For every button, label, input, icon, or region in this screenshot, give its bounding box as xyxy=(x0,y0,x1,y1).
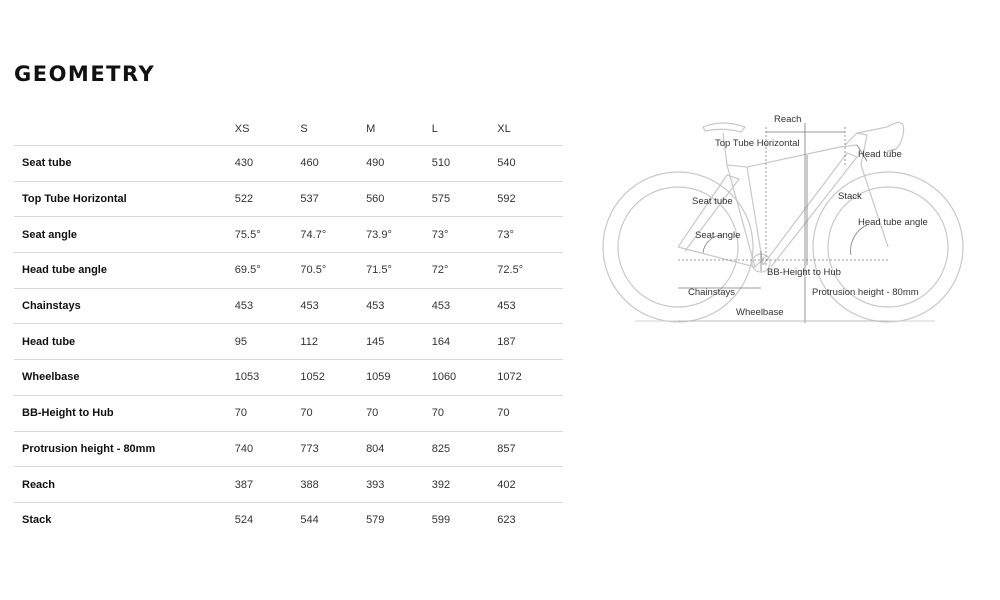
size-value-cell: 490 xyxy=(366,146,432,182)
diagram-label-top-tube: Top Tube Horizontal xyxy=(715,138,800,149)
size-value-cell: 145 xyxy=(366,324,432,360)
table-row xyxy=(14,288,563,324)
size-value-cell: 537 xyxy=(300,181,366,217)
size-value-cell: 69.5° xyxy=(235,253,301,289)
size-header: M xyxy=(366,122,376,135)
geometry-table xyxy=(14,112,563,538)
page-title: GEOMETRY xyxy=(14,62,156,86)
size-value-cell: 453 xyxy=(366,288,432,324)
size-value-cell: 522 xyxy=(235,181,301,217)
saddle-shape xyxy=(703,123,745,132)
diagram-label-head-tube: Head tube xyxy=(858,149,902,160)
row-label: Head tube xyxy=(14,324,235,360)
size-value-cell: 579 xyxy=(366,502,432,537)
seat-tube-shape xyxy=(727,165,763,267)
size-value-cell: 73° xyxy=(497,217,563,253)
size-header: S xyxy=(300,122,308,135)
handlebar-shape xyxy=(887,123,904,152)
size-value-cell: 73° xyxy=(432,217,498,253)
table-row xyxy=(14,431,563,467)
size-value-cell: 857 xyxy=(497,431,563,467)
size-header: XL xyxy=(497,122,511,135)
size-value-cell: 72.5° xyxy=(497,253,563,289)
size-value-cell: 70 xyxy=(497,395,563,431)
table-row xyxy=(14,395,563,431)
table-row xyxy=(14,467,563,503)
diagram-label-reach: Reach xyxy=(774,114,802,125)
size-value-cell: 70 xyxy=(235,395,301,431)
table-row xyxy=(14,181,563,217)
diagram-label-seat-angle: Seat angle xyxy=(695,230,741,241)
head-tube-angle-arc xyxy=(851,225,867,255)
row-label: Top Tube Horizontal xyxy=(14,181,235,217)
header-empty-cell xyxy=(14,112,235,146)
row-label: Chainstays xyxy=(14,288,235,324)
size-value-cell: 1060 xyxy=(432,360,498,396)
size-value-cell: 524 xyxy=(235,502,301,537)
size-value-cell: 392 xyxy=(432,467,498,503)
size-value-cell: 623 xyxy=(497,502,563,537)
row-label: Seat angle xyxy=(14,217,235,253)
size-value-cell: 1072 xyxy=(497,360,563,396)
size-value-cell: 187 xyxy=(497,324,563,360)
table-row xyxy=(14,360,563,396)
size-value-cell: 773 xyxy=(300,431,366,467)
size-value-cell: 393 xyxy=(366,467,432,503)
table-row xyxy=(14,324,563,360)
size-value-cell: 575 xyxy=(432,181,498,217)
size-value-cell: 560 xyxy=(366,181,432,217)
size-value-cell: 95 xyxy=(235,324,301,360)
row-label: Seat tube xyxy=(14,146,235,182)
size-value-cell: 70 xyxy=(366,395,432,431)
diagram-label-stack: Stack xyxy=(838,191,862,202)
size-value-cell: 402 xyxy=(497,467,563,503)
size-value-cell: 1052 xyxy=(300,360,366,396)
bike-geometry-diagram xyxy=(595,105,975,335)
size-value-cell: 71.5° xyxy=(366,253,432,289)
size-value-cell: 70 xyxy=(432,395,498,431)
row-label: Stack xyxy=(14,502,235,537)
size-value-cell: 540 xyxy=(497,146,563,182)
size-value-cell: 1053 xyxy=(235,360,301,396)
size-value-cell: 74.7° xyxy=(300,217,366,253)
down-tube-shape xyxy=(763,153,857,267)
size-value-cell: 430 xyxy=(235,146,301,182)
diagram-label-protrusion: Protrusion height - 80mm xyxy=(812,287,919,298)
size-value-cell: 453 xyxy=(235,288,301,324)
table-header-row xyxy=(14,112,563,146)
size-value-cell: 599 xyxy=(432,502,498,537)
size-value-cell: 825 xyxy=(432,431,498,467)
table-row xyxy=(14,502,563,537)
table-row xyxy=(14,217,563,253)
diagram-label-head-tube-angle: Head tube angle xyxy=(858,217,928,228)
stem-shape xyxy=(857,127,887,133)
row-label: BB-Height to Hub xyxy=(14,395,235,431)
diagram-label-wheelbase: Wheelbase xyxy=(736,307,784,318)
size-value-cell: 388 xyxy=(300,467,366,503)
row-label: Wheelbase xyxy=(14,360,235,396)
size-value-cell: 740 xyxy=(235,431,301,467)
size-value-cell: 804 xyxy=(366,431,432,467)
size-value-cell: 453 xyxy=(300,288,366,324)
size-value-cell: 112 xyxy=(300,324,366,360)
size-value-cell: 460 xyxy=(300,146,366,182)
diagram-label-seat-tube: Seat tube xyxy=(692,196,733,207)
size-value-cell: 453 xyxy=(432,288,498,324)
size-value-cell: 72° xyxy=(432,253,498,289)
row-label: Reach xyxy=(14,467,235,503)
size-value-cell: 387 xyxy=(235,467,301,503)
size-value-cell: 75.5° xyxy=(235,217,301,253)
row-label: Head tube angle xyxy=(14,253,235,289)
table-row xyxy=(14,253,563,289)
size-value-cell: 544 xyxy=(300,502,366,537)
size-value-cell: 592 xyxy=(497,181,563,217)
size-value-cell: 164 xyxy=(432,324,498,360)
diagram-label-chainstays: Chainstays xyxy=(688,287,735,298)
diagram-label-bb-height: BB-Height to Hub xyxy=(767,267,841,278)
size-value-cell: 453 xyxy=(497,288,563,324)
size-header: XS xyxy=(234,122,250,135)
size-value-cell: 73.9° xyxy=(366,217,432,253)
table-row xyxy=(14,146,563,182)
size-value-cell: 70 xyxy=(300,395,366,431)
size-header: L xyxy=(431,122,438,135)
row-label: Protrusion height - 80mm xyxy=(14,431,235,467)
size-value-cell: 1059 xyxy=(366,360,432,396)
size-value-cell: 510 xyxy=(432,146,498,182)
size-value-cell: 70.5° xyxy=(300,253,366,289)
